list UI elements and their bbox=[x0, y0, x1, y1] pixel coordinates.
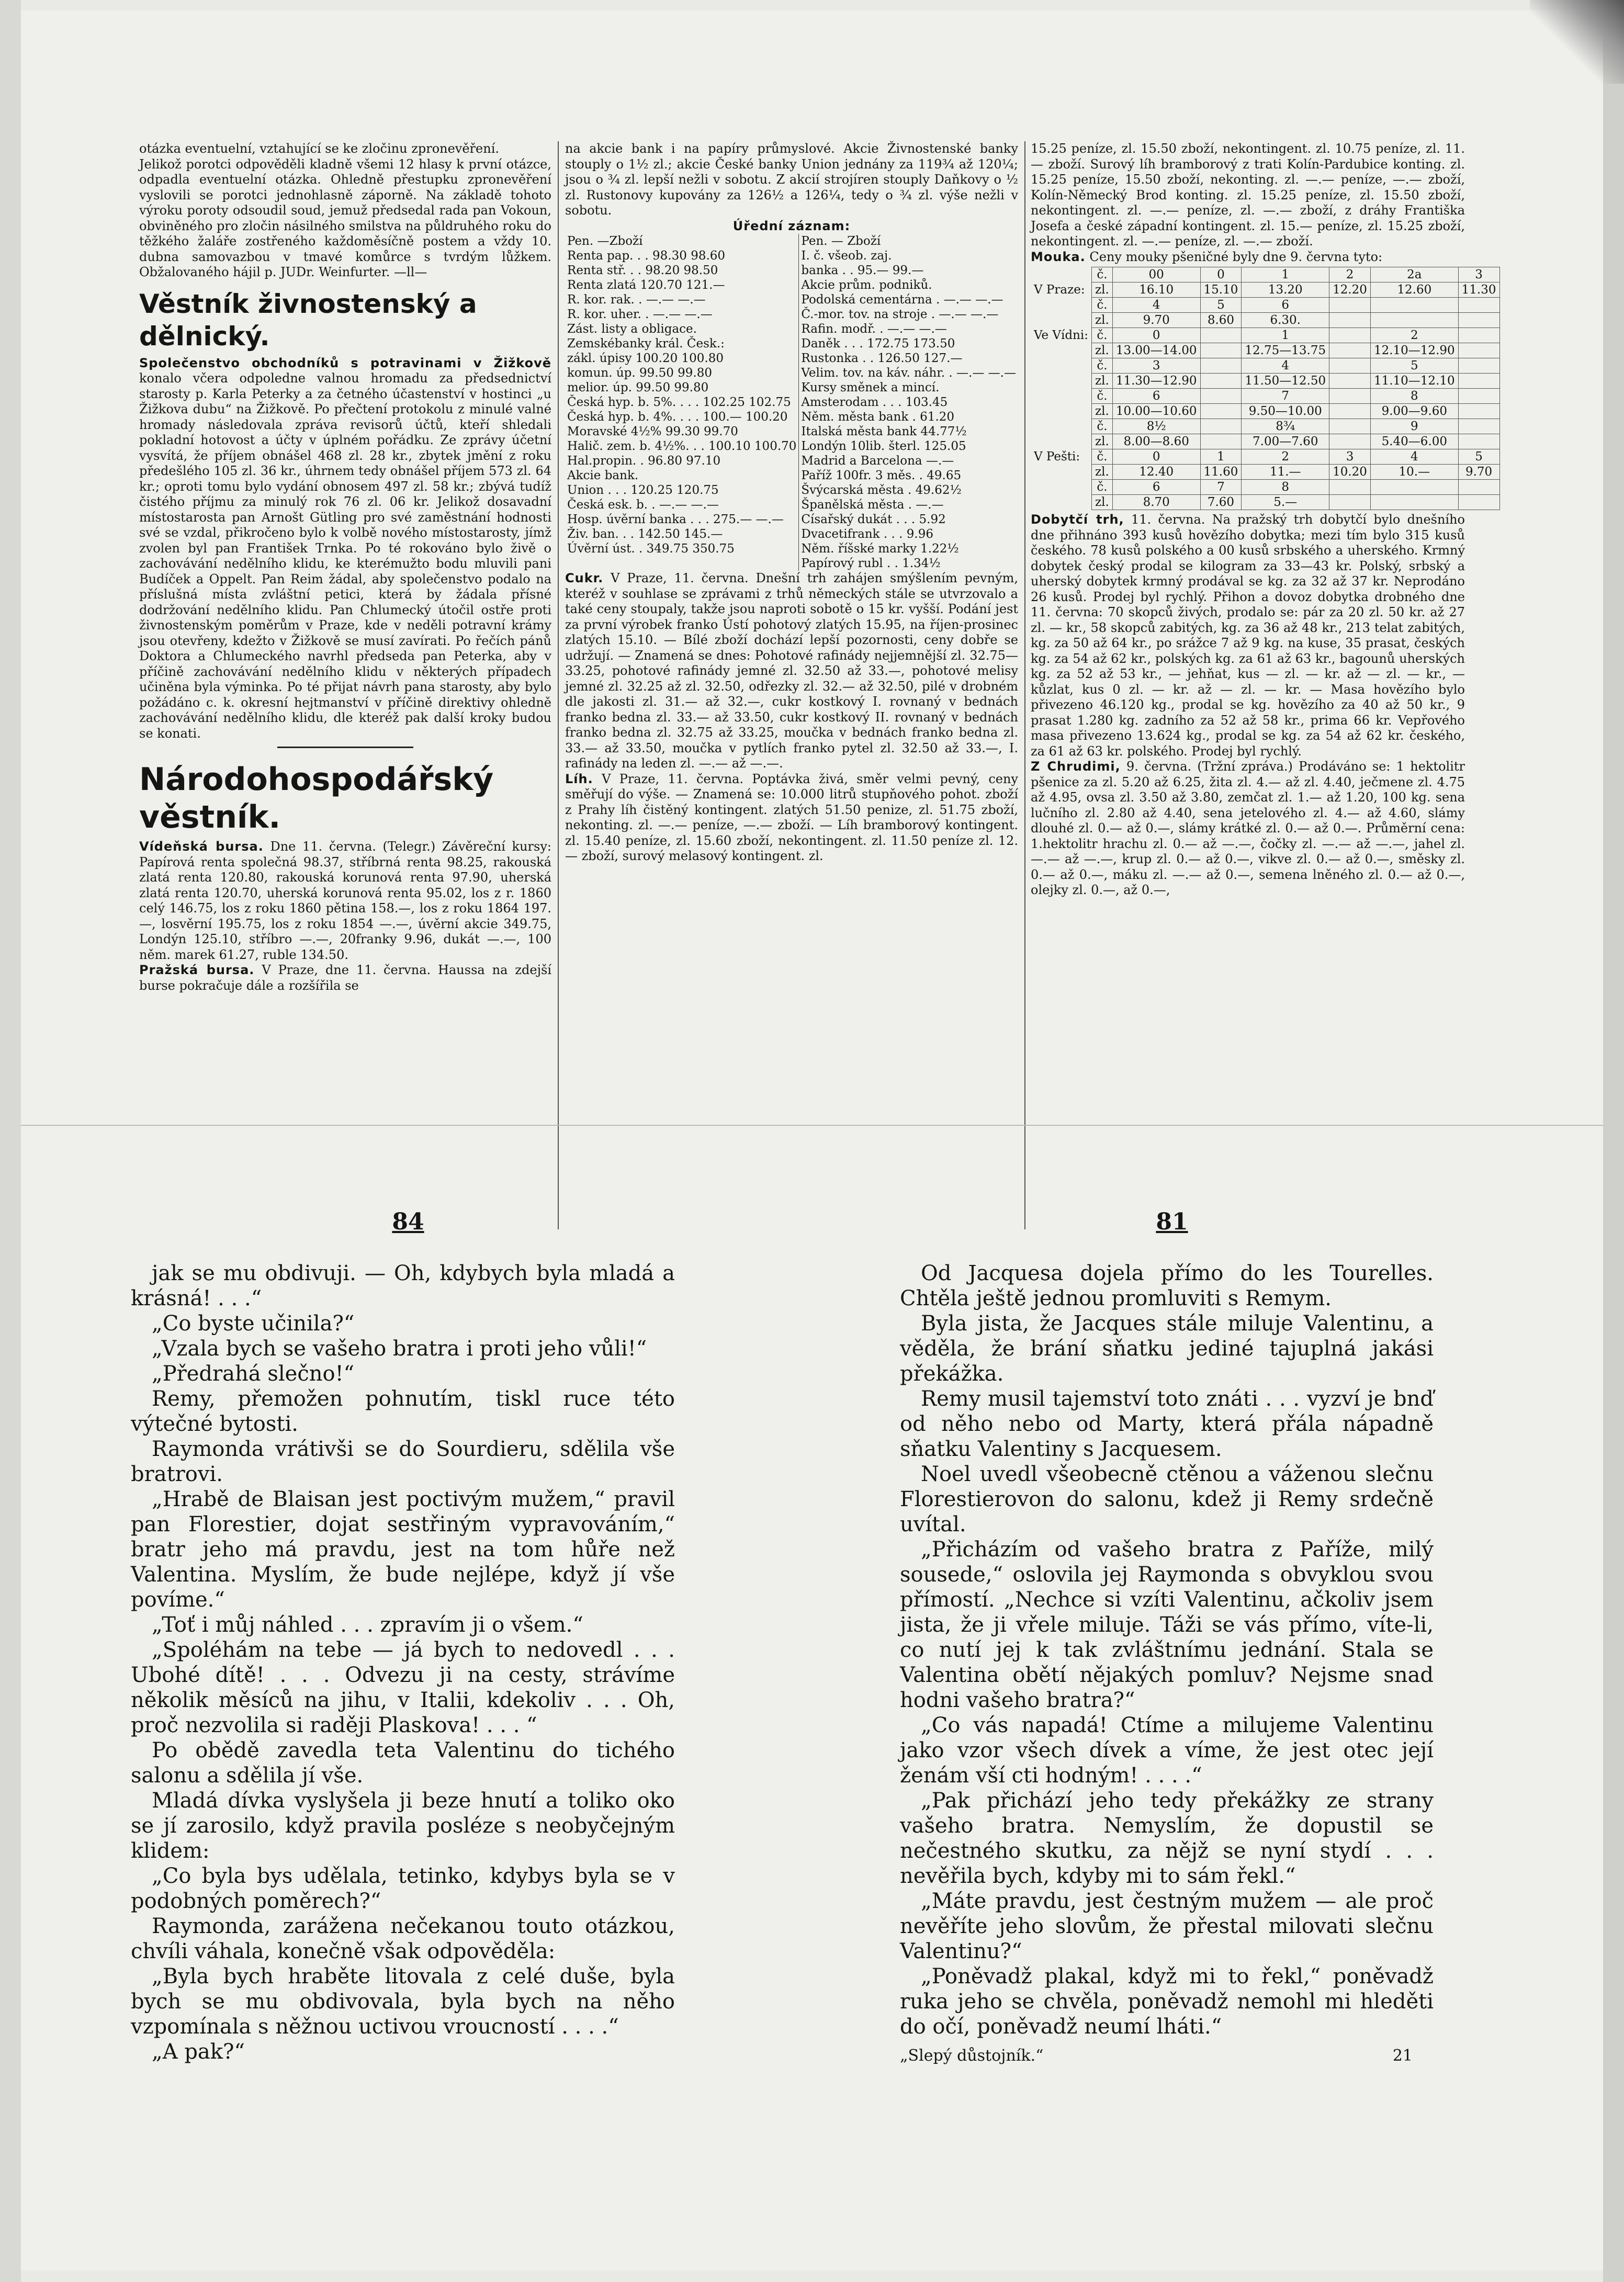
novel-paragraph: „Toť i můj náhled . . . zpravím ji o všem.“ bbox=[152, 1613, 583, 1637]
city-label bbox=[1031, 480, 1092, 495]
table-cell: Česká hyp. b. 4%. . . . 100.— 100.20 bbox=[565, 410, 799, 424]
table-header-cell: 2a bbox=[1370, 267, 1458, 283]
bourse-table bbox=[565, 234, 1018, 571]
table-cell: 9.70 bbox=[1112, 313, 1200, 328]
separator bbox=[277, 747, 413, 748]
paragraph: Líh. V Praze, 11. června. Poptávka živá, směr velmi pevný, ceny směřují do výše. — Znamená se: 10.000 litrů stupňového pohot. zboží z Prahy líh čistěný kontingent. zlatých 51.50 penize, zl. 51.75 zboží, nekonting. zl. —.— peníze, —.— zboží. — Líh bramborový kontingent. zl. 15.40 peníze, zl. 15.60 zboží, nekontingent. zl. 11.50 peníze zl. 12.— zboží, surový melasový kontingent. zl. bbox=[565, 771, 1018, 863]
table-row bbox=[565, 248, 1018, 263]
table-row bbox=[565, 322, 1018, 336]
paragraph: Společenstvo obchodníků s potravinami v Žižkově konalo včera odpoledne valnou hromadu za předsednictví starosty p. Karla Peterky a za četného účastenství v hostinci „u Žižkova dubu“ na Žižkově. Po přečtení protokolu z minulé valné hromady následovala zpráva revisorů účtů, kteří shledali pokladní hotovost a účty v úplném pořádku. Ze zprávy účetní vysvítá, že příjem obnášel 468 zl. 28 kr., zbytek jmění z roku předešlého 105 zl. 36 kr., úhrnem tedy obnášel příjem 573 zl. 64 kr.; oproti tomu bylo vydání obnosem 497 zl. 58 kr.; zbývá tudíž čistého příjmu za minulý rok 76 zl. 06 kr. Jelikož dosavadní místostarosta pan Arnošt Gütling pro své zaměstnání hodnosti své se vzdal, přikročeno bylo k volbě nového místostarosty, jímž zvolen byl pan František Trnka. Po té rokováno bylo živě o zachovávání nedělního klidu, ke kterémužto bodu mluvili pani Budíček a Oppelt. Pan Reim žádal, aby společenstvo podalo na příslušná místa zvláštní petici, která by žádala přísné dodržování nedělního klidu. Pan Chlumecký útočil ostře proti živnostenským poměrům v Praze, kde v neděli potravní krámy jsou otevřeny, kdežto v Žižkově se musí zavírati. Po řečích pánů Doktora a Chlumeckého navrhl předseda pan Peterka, aby v příčině zachovávání nedělního klidu v některých případech učiněna byla výminka. Po té přijat návrh pana starosty, aby bylo požádáno c. k. okresní hejtmanství v příčině direktivy ohledně zachovávání nedělního klidu, dle kteréž pak další kroky budou se konati. bbox=[139, 355, 551, 741]
table-row bbox=[565, 468, 1018, 483]
table-cell bbox=[1200, 328, 1242, 343]
novel-paragraph: Raymonda vrátivši se do Sourdieru, sdělila vše bratrovi. bbox=[131, 1437, 675, 1486]
table-title: Úřední záznam: bbox=[732, 218, 851, 233]
novel-paragraph: Po obědě zavedla teta Valentinu do tichého salonu a sdělila jí vše. bbox=[131, 1738, 675, 1788]
table-cell bbox=[1458, 404, 1499, 419]
novel-paragraph: „Spoléhám na tebe — já bych to nedovedl . . . Ubohé dítě! . . . Odvezu ji na cesty, strávíme několik měsíců na jihu, v Italii, kdekoliv . . . Oh, proč nezvolila si raději Plaskova! . . . “ bbox=[131, 1638, 675, 1737]
table-cell bbox=[1329, 480, 1371, 495]
table-cell: 4 bbox=[1370, 449, 1458, 465]
table-cell: 11.10—12.10 bbox=[1370, 374, 1458, 389]
table-cell: 12.40 bbox=[1112, 465, 1200, 480]
table-row bbox=[565, 512, 1018, 527]
table-cell: 8.70 bbox=[1112, 495, 1200, 510]
table-row bbox=[565, 410, 1018, 424]
paragraph: 15.25 peníze, zl. 15.50 zboží, nekontingent. zl. 10.75 peníze, zl. 11.— zboží. Surový líh bramborový z trati Kolín-Pardubice konting. zl. 15.25 peníze, 15.50 zboží, nekonting. zl. —.— peníze, —.— zboží, Kolín-Německý Brod konting. zl. 15.25 peníze, zl. 15.50 zboží, nekontingent. zl. —.— peníze, zl. —.— zboží, z dráhy Františka Josefa a české západní kontingent. zl. 15.— peníze, zl. 15.25 zboží, nekontingent. zl. —.— peníze, zl. —.— zboží. bbox=[1031, 141, 1465, 248]
novel-paragraph: „Vzala bych se vašeho bratra i proti jeho vůli!“ bbox=[152, 1337, 647, 1361]
table-cell bbox=[565, 556, 799, 571]
table-row bbox=[1031, 465, 1499, 480]
paragraph: Vídeňská bursa. Dne 11. června. (Telegr.) Závěreční kursy: Papírová renta společná 98.37, stříbrná renta 98.25, rakouská zlatá renta 120.80, rakouská korunová renta 97.90, uherská zlatá renta 120.70, uherská korunová renta 95.02, los z r. 1860 celý 146.75, los z roku 1860 pětina 158.—, los z roku 1864 197.—, losvěrní 195.75, los z roku 1854 —.—, úvěrní akcie 349.75, Londýn 125.10, stříbro —.—, 20franky 9.96, dukát —.—, 100 něm. marek 61.27, ruble 134.50. bbox=[139, 839, 551, 962]
table-cell bbox=[1329, 374, 1371, 389]
page-number: 81 bbox=[1156, 1208, 1188, 1235]
table-cell bbox=[1370, 495, 1458, 510]
table-cell: Daněk . . . 172.75 173.50 bbox=[801, 337, 955, 351]
table-cell: 5.40—6.00 bbox=[1370, 434, 1458, 449]
table-cell bbox=[1370, 313, 1458, 328]
table-header-cell: č. bbox=[1092, 267, 1113, 283]
column-rule bbox=[558, 141, 559, 1229]
paragraph-lead: Z Chrudimi, bbox=[1031, 759, 1121, 774]
novel-paragraph: „Byla bych hraběte litovala z celé duše, byla bych se mu obdivovala, byla bych na něho vzpomínala s něžnou uctivou vroucností . . . .“ bbox=[131, 1964, 675, 2039]
city-label bbox=[1031, 419, 1092, 434]
middle-column bbox=[565, 141, 1018, 1240]
footer-title: „Slepý důstojník.“ bbox=[900, 2047, 1044, 2065]
table-row bbox=[565, 351, 1018, 366]
table-cell: Akcie prům. podniků. bbox=[801, 278, 932, 292]
table-cell: zl. bbox=[1092, 283, 1113, 298]
table-cell: 4 bbox=[1112, 298, 1200, 313]
table-cell: Moravské 4½% 99.30 99.70 bbox=[565, 424, 799, 439]
table-cell bbox=[1458, 434, 1499, 449]
table-cell: I. č. všeob. zaj. bbox=[801, 249, 892, 263]
table-cell bbox=[1329, 343, 1371, 358]
table-cell: 9.50—10.00 bbox=[1242, 404, 1329, 419]
table-cell: Česká esk. b. . —.— —.— bbox=[565, 498, 799, 512]
table-cell bbox=[1458, 298, 1499, 313]
table-cell bbox=[1200, 343, 1242, 358]
paragraph: Dobytčí trh, 11. června. Na pražský trh dobytčí bylo dnešního dne přihnáno 393 kusů hovězího dobytka; mezi tím bylo 315 kusů českého. 78 kusů polského a 00 kusů srbského a uherského. Krmný dobytek český prodal se kilogram za 33—43 kr. Polský, srbský a uherský dobytek krmný prodával se kg. za 32 až 37 kr. Neprodáno 26 kusů. Prodej byl rychlý. Přihon a dovoz dobytka drobného dne 11. června: 70 skopců živých, prodalo se: pár za 20 zl. 50 kr. až 27 zl. — kr., 58 skopců zabitých, kg. za 36 až 48 kr., 213 telat zabitých, kg. za 50 až 64 kr., po srážce 7 až 9 kg. na kuse, 35 prasat, českých kg. za 54 až 62 kr., polských kg. za 61 až 63 kr., bagounů uherských kg. za 52 až 53 kr., — jehňat, kus — zl. — kr. až — zl. — kr., — kůzlat, kus 0 zl. — kr. až — zl. — kr. — Masa hovězího bylo přivezeno 46.120 kg., prodal se kg. hovězího za 40 až 50 kr., 9 prasat 1.280 kg. zadního za 52 až 58 kr., prima 66 kr. Vepřového masa přivezeno 13.624 kg., prodal se kg. za 54 až 62 kr. českého, za 61 až 63 kr. polského. Prodej byl rychlý. bbox=[1031, 512, 1465, 759]
novel-left-column bbox=[131, 1261, 675, 2064]
table-cell bbox=[1031, 267, 1092, 283]
table-cell bbox=[1458, 480, 1499, 495]
paragraph: Pražská bursa. V Praze, dne 11. června. Haussa na zdejší burse pokračuje dále a rozšířila se bbox=[139, 963, 551, 993]
table-row bbox=[1031, 449, 1499, 465]
table-cell: 10.20 bbox=[1329, 465, 1371, 480]
table-cell: 5 bbox=[1458, 449, 1499, 465]
section-heading: Národohospodářský věstník. bbox=[139, 761, 494, 835]
table-cell: 4 bbox=[1242, 358, 1329, 374]
table-row bbox=[565, 395, 1018, 410]
table-cell: 11.30—12.90 bbox=[1112, 374, 1200, 389]
table-cell: Italská města bank 44.77½ bbox=[801, 425, 967, 438]
table-cell bbox=[1200, 389, 1242, 404]
table-cell: Něm. říšské marky 1.22½ bbox=[801, 542, 959, 556]
table-cell bbox=[1329, 328, 1371, 343]
table-cell: Rustonka . . 126.50 127.— bbox=[801, 352, 963, 365]
table-cell: zl. bbox=[1092, 313, 1113, 328]
table-row bbox=[565, 292, 1018, 307]
table-cell: Kursy směnek a mincí. bbox=[801, 381, 940, 394]
table-cell: 7 bbox=[1200, 480, 1242, 495]
table-row bbox=[1031, 283, 1499, 298]
table-cell bbox=[1458, 374, 1499, 389]
table-row bbox=[1031, 480, 1499, 495]
city-label bbox=[1031, 495, 1092, 510]
table-row bbox=[1031, 419, 1499, 434]
table-cell: R. kor. uher. . —.— —.— bbox=[565, 307, 799, 322]
table-cell bbox=[1200, 419, 1242, 434]
table-cell: Česká hyp. b. 5%. . . . 102.25 102.75 bbox=[565, 395, 799, 410]
paragraph-lead: Mouka. bbox=[1031, 249, 1086, 264]
table-cell bbox=[1370, 298, 1458, 313]
table-cell: Dvacetifrank . . . 9.96 bbox=[801, 527, 934, 541]
table-cell: melior. úp. 99.50 99.80 bbox=[565, 380, 799, 395]
table-cell: Renta stř. . . 98.20 98.50 bbox=[565, 263, 799, 278]
novel-paragraph: „Co byste učinila?“ bbox=[152, 1312, 355, 1336]
table-cell: Hal.propin. . 96.80 97.10 bbox=[565, 454, 799, 468]
table-cell bbox=[1200, 358, 1242, 374]
table-row bbox=[1031, 495, 1499, 510]
table-cell: Španělská města . —.— bbox=[801, 498, 944, 512]
table-cell bbox=[1329, 495, 1371, 510]
paragraph: Cukr. V Praze, 11. června. Dnešní trh zahájen smýšlením pevným, kteréž v souhlase se zprávami z trhů německých stále se utvrzovalo a také ceny stoupaly, takže jsou naproti sobotě o 15 kr. vyšší. Podání jest za první výrobek franko Ústí pohotový zlatých 15.95, na říjen-prosinec zlatých 15.10. — Bílé zboží dochází lepší pozornosti, ceny dobře se udržují. — Znamená se dnes: Pohotové rafinády nejjemnější zl. 32.75—33.25, pohotové rafinády jemné zl. 32.50 až 33.—, pohotové melisy jemné zl. 32.25 až zl. 32.50, odřezky zl. 32.— až 32.50, pilé v drobném dle jakosti zl. 31.— až 32.—, cukr kostkový I. rovnaný v bednách franko bedna zl. 33.— až 33.50, cukr kostkový II. rovnaný v bednách franko bedna zl. 32.75 až 33.25, moučka v bednách franko bedna zl. 33.— až 33.50, moučka v pytlích franko pytel zl. 32.50 až 33.—, I. rafinády na leden zl. —.— až —.—. bbox=[565, 571, 1018, 771]
table-cell: Papírový rubl . . 1.34½ bbox=[801, 557, 941, 570]
table-row bbox=[565, 380, 1018, 395]
city-label: Ve Vídni: bbox=[1034, 329, 1089, 342]
table-cell: Zemskébanky král. Česk.: bbox=[565, 336, 799, 351]
table-row bbox=[1031, 328, 1499, 343]
paragraph: Jelikož porotci odpověděli kladně všemi 12 hlasy k první otázce, odpadla eventuelní otázka. Ohledně přestupku zpronevěření vyslovili se porotci jednohlasně záporně. Na základě tohoto výroku poroty odsoudil soud, jemuž předsedal rada pan Vokoun, obviněného pro zločin násilného smilstva na půldruhého roku do těžkého žaláře zostřeného každoměsíčně postem a vždy 10. dubna samovazbou v tmavé komůrce s tvrdým lůžkem. Obžalovaného hájil p. JUDr. Weinfurter. —ll— bbox=[139, 156, 551, 279]
table-cell bbox=[1370, 480, 1458, 495]
paragraph-lead: Cukr. bbox=[565, 571, 604, 585]
city-label: V Pešti: bbox=[1034, 450, 1080, 464]
table-cell: 5.— bbox=[1242, 495, 1329, 510]
table-cell: 8 bbox=[1370, 389, 1458, 404]
table-cell: 11.30 bbox=[1458, 283, 1499, 298]
table-cell: 7.60 bbox=[1200, 495, 1242, 510]
table-row bbox=[565, 263, 1018, 278]
section-heading: Věstník živnostenský a dělnický. bbox=[139, 288, 477, 352]
table-cell bbox=[1329, 298, 1371, 313]
table-cell bbox=[1329, 389, 1371, 404]
paragraph-lead: Vídeňská bursa. bbox=[139, 839, 264, 854]
table-cell: Madrid a Barcelona —.— bbox=[801, 454, 954, 468]
right-column bbox=[1031, 141, 1496, 1240]
table-cell: č. bbox=[1092, 328, 1113, 343]
table-cell bbox=[1200, 434, 1242, 449]
table-cell: Švýcarská města . 49.62½ bbox=[801, 483, 962, 497]
novel-paragraph: Remy, přemožen pohnutím, tiskl ruce této výtečné bytosti. bbox=[131, 1387, 675, 1436]
novel-paragraph: jak se mu obdivuji. — Oh, kdybych byla mladá a krásná! . . .“ bbox=[131, 1261, 675, 1311]
left-column bbox=[139, 141, 551, 1240]
table-cell: Podolská cementárna . —.— —.— bbox=[801, 293, 1003, 307]
novel-paragraph: Mladá dívka vyslyšela ji beze hnutí a toliko oko se jí zarosilo, když pravila posléze s neobyčejným klidem: bbox=[131, 1789, 675, 1863]
page-corner-shadow bbox=[1530, 0, 1624, 84]
table-cell: 1 bbox=[1200, 449, 1242, 465]
table-cell: 12.10—12.90 bbox=[1370, 343, 1458, 358]
table-cell: zl. bbox=[1092, 404, 1113, 419]
city-label bbox=[1031, 434, 1092, 449]
table-row bbox=[565, 424, 1018, 439]
paragraph: Mouka. Ceny mouky pšeničné byly dne 9. června tyto: bbox=[1031, 249, 1383, 264]
footer-number: 21 bbox=[1392, 2047, 1413, 2065]
table-cell bbox=[1200, 374, 1242, 389]
novel-right-column bbox=[900, 1261, 1434, 2069]
city-label bbox=[1031, 313, 1092, 328]
novel-paragraph: Noel uvedl všeobecně ctěnou a váženou slečnu Florestierovon do salonu, kdež ji Remy srdečně uvítal. bbox=[900, 1462, 1434, 1537]
table-cell: Amsterodam . . . 103.45 bbox=[801, 396, 948, 409]
novel-paragraph: „Pak přichází jeho tedy překážky ze strany vašeho bratra. Nemyslím, že dopustil se nečestného skutku, za nějž se nyní stydí . . . nevěřila bych, kdyby mi to sám řekl.“ bbox=[900, 1789, 1434, 1888]
table-cell: 7 bbox=[1242, 389, 1329, 404]
table-row bbox=[1031, 358, 1499, 374]
table-cell: zl. bbox=[1092, 495, 1113, 510]
table-cell: 2 bbox=[1370, 328, 1458, 343]
scan-edge-left bbox=[0, 0, 21, 2282]
table-cell bbox=[1329, 358, 1371, 374]
novel-paragraph: „Hrabě de Blaisan jest poctivým mužem,“ pravil pan Florestier, dojat sestřiným vypravováním,“ bratr jeho má pravdu, jest na tom hůře než Valentina. Myslím, že bude nejlépe, když jí vše povíme.“ bbox=[131, 1487, 675, 1612]
novel-paragraph: „Co byla bys udělala, tetinko, kdybys byla se v podobných poměrech?“ bbox=[131, 1864, 675, 1913]
city-label bbox=[1031, 389, 1092, 404]
table-cell: 0 bbox=[1112, 328, 1200, 343]
novel-paragraph: Od Jacquesa dojela přímo do les Tourelles. Chtěla ještě jednou promluviti s Remym. bbox=[900, 1261, 1434, 1311]
table-cell: Zást. listy a obligace. bbox=[565, 322, 799, 336]
table-cell: Halič. zem. b. 4½%. . . 100.10 100.70 bbox=[565, 439, 799, 454]
table-cell: 6 bbox=[1112, 389, 1200, 404]
table-cell: 10.— bbox=[1370, 465, 1458, 480]
table-cell: Velim. tov. na káv. náhr. . —.— —.— bbox=[801, 366, 1016, 380]
novel-paragraph: „Máte pravdu, jest čestným mužem — ale proč nevěříte jeho slovům, že přestal milovati slečnu Valentinu?“ bbox=[900, 1889, 1434, 1963]
table-header-cell: Pen. — Zboží bbox=[801, 234, 881, 248]
table-cell: zl. bbox=[1092, 465, 1113, 480]
table-cell: Londýn 10lib. šterl. 125.05 bbox=[801, 439, 966, 453]
table-row bbox=[565, 556, 1018, 571]
table-cell: č. bbox=[1092, 419, 1113, 434]
paragraph: na akcie bank i na papíry průmyslové. Akcie Živnostenské banky stouply o 1½ zl.; akcie České banky Union jednány za 119¾ až 120¼; jsou o ¾ zl. lepší nežli v sobotu. Z akcií strojíren stouply Daňkovy o ½ zl. Rustonovy kupovány za 126½ a 126¼, tedy o ¾ zl. výše nežli v sobotu. bbox=[565, 141, 1018, 218]
table-cell: č. bbox=[1092, 358, 1113, 374]
table-cell: 6 bbox=[1112, 480, 1200, 495]
table-cell: Živ. ban. . . 142.50 145.— bbox=[565, 527, 799, 541]
table-cell: č. bbox=[1092, 389, 1113, 404]
paragraph-lead: Líh. bbox=[565, 771, 593, 786]
table-cell: 8½ bbox=[1112, 419, 1200, 434]
table-cell: Něm. města bank . 61.20 bbox=[801, 410, 955, 424]
table-cell: 5 bbox=[1200, 298, 1242, 313]
table-row bbox=[565, 366, 1018, 380]
table-cell: 8 bbox=[1242, 480, 1329, 495]
table-cell: 6.30. bbox=[1242, 313, 1329, 328]
table-cell: Renta zlatá 120.70 121.— bbox=[565, 278, 799, 292]
table-cell: R. kor. rak. . —.— —.— bbox=[565, 292, 799, 307]
table-row bbox=[565, 541, 1018, 556]
novel-paragraph: „Co vás napadá! Ctíme a milujeme Valentinu jako vzor všech dívek a víme, že jest otec její ženám vší cti hodným! . . . .“ bbox=[900, 1713, 1434, 1788]
table-cell: Union . . . 120.25 120.75 bbox=[565, 483, 799, 498]
table-row bbox=[1031, 313, 1499, 328]
table-cell: 8.00—8.60 bbox=[1112, 434, 1200, 449]
table-cell: 12.20 bbox=[1329, 283, 1371, 298]
table-cell: 13.00—14.00 bbox=[1112, 343, 1200, 358]
table-cell: 9.00—9.60 bbox=[1370, 404, 1458, 419]
table-cell: 11.50—12.50 bbox=[1242, 374, 1329, 389]
novel-paragraph: „A pak?“ bbox=[152, 2040, 245, 2064]
table-cell: 2 bbox=[1242, 449, 1329, 465]
table-cell bbox=[1458, 358, 1499, 374]
table-cell: Č.-mor. tov. na stroje . —.— —.— bbox=[801, 308, 999, 321]
table-cell: zl. bbox=[1092, 343, 1113, 358]
table-cell: č. bbox=[1092, 480, 1113, 495]
table-cell bbox=[1458, 328, 1499, 343]
novel-paragraph: „Přicházím od vašeho bratra z Paříže, milý sousede,“ oslovila jej Raymonda s obvyklou svou přímostí. „Nechce si vzíti Valentinu, ačkoliv jsem jista, že ji vřele miluje. Táži se vás přímo, víte-li, co nutí jej k tak zvláštnímu jednání. Stala se Valentina obětí nějakých pomluv? Nejsme snad hodni vašeho bratra?“ bbox=[900, 1538, 1434, 1712]
table-row bbox=[1031, 343, 1499, 358]
table-cell: č. bbox=[1092, 298, 1113, 313]
scan-edge-right bbox=[1603, 0, 1624, 2282]
table-header-cell: 3 bbox=[1458, 267, 1499, 283]
table-cell: 1 bbox=[1242, 328, 1329, 343]
table-row bbox=[565, 336, 1018, 351]
table-cell: 3 bbox=[1329, 449, 1371, 465]
table-header-cell: 1 bbox=[1242, 267, 1329, 283]
table-cell: 5 bbox=[1370, 358, 1458, 374]
table-cell: zl. bbox=[1092, 434, 1113, 449]
table-header-cell: 0 bbox=[1200, 267, 1242, 283]
table-row bbox=[565, 307, 1018, 322]
city-label bbox=[1031, 358, 1092, 374]
table-cell bbox=[1458, 389, 1499, 404]
table-cell: 16.10 bbox=[1112, 283, 1200, 298]
table-row bbox=[1031, 404, 1499, 419]
table-row bbox=[565, 483, 1018, 498]
table-cell: 13.20 bbox=[1242, 283, 1329, 298]
table-cell: zl. bbox=[1092, 374, 1113, 389]
table-cell bbox=[1458, 343, 1499, 358]
table-header-cell: 2 bbox=[1329, 267, 1371, 283]
table-cell bbox=[1458, 419, 1499, 434]
table-cell: č. bbox=[1092, 449, 1113, 465]
table-cell: 8¾ bbox=[1242, 419, 1329, 434]
city-label bbox=[1031, 298, 1092, 313]
novel-paragraph: Byla jista, že Jacques stále miluje Valentinu, a věděla, že brání sňatku jediné tajuplná jakási překážka. bbox=[900, 1312, 1434, 1386]
table-header-cell: 00 bbox=[1112, 267, 1200, 283]
table-header-row bbox=[1031, 267, 1499, 283]
table-cell: Rafin. modř. . —.— —.— bbox=[801, 322, 947, 336]
table-cell bbox=[1329, 419, 1371, 434]
paragraph: Z Chrudimi, 9. června. (Tržní zpráva.) Prodáváno se: 1 hektolitr pšenice za zl. 5.20 až 6.25, žita zl. 4.— až zl. 4.40, ječmene zl. 4.75 až 4.95, ovsa zl. 3.50 až 3.80, zemčat zl. 1.— až 1.20, 100 kg. sena lučního zl. 2.80 až 4.40, sena jetelového zl. 4.— až 4.60, slámy dlouhé zl. 0.— až 0.—, slámy krátké zl. 0.— až 0.—. Průměrní cena: 1.hektolitr hrachu zl. 0.— až —.—, čočky zl. —.— až —.—, jahel zl. —.— až —.—, krup zl. 0.— až 0.—, vikve zl. 0.— až 0.—, směsky zl. 0.— až 0.—, máku zl. —.— až 0.—, semena lněného zl. 0.— až 0.—, olejky zl. 0.—, až 0.—, bbox=[1031, 759, 1465, 897]
page-fold-line bbox=[21, 1125, 1603, 1126]
table-row bbox=[565, 498, 1018, 512]
paragraph-lead: Dobytčí trh, bbox=[1031, 512, 1124, 527]
table-cell bbox=[1329, 404, 1371, 419]
table-cell bbox=[1329, 434, 1371, 449]
novel-paragraph: „Poněvadž plakal, když mi to řekl,“ poněvadž ruka jeho se chvěla, poněvadž nemohl mi hleděti do očí, poněvadž neumí lháti.“ bbox=[900, 1964, 1434, 2039]
city-label bbox=[1031, 343, 1092, 358]
city-label: V Praze: bbox=[1034, 283, 1085, 297]
table-cell: Hosp. úvěrní banka . . . 275.— —.— bbox=[565, 512, 799, 527]
table-cell bbox=[1458, 495, 1499, 510]
table-cell: 9.70 bbox=[1458, 465, 1499, 480]
table-row bbox=[1031, 434, 1499, 449]
table-cell: Akcie bank. bbox=[565, 468, 799, 483]
table-cell: 15.10 bbox=[1200, 283, 1242, 298]
table-header-cell: Pen. —Zboží bbox=[565, 234, 799, 248]
table-cell: Paříž 100fr. 3 měs. . 49.65 bbox=[801, 469, 962, 482]
paragraph: otázka eventuelní, vztahující se ke zločinu zpronevěření. bbox=[139, 141, 499, 156]
table-row bbox=[1031, 298, 1499, 313]
table-cell bbox=[1200, 404, 1242, 419]
table-cell bbox=[1329, 313, 1371, 328]
table-row bbox=[1031, 374, 1499, 389]
table-cell: 11.— bbox=[1242, 465, 1329, 480]
table-row bbox=[565, 439, 1018, 454]
novel-paragraph: Remy musil tajemství toto znáti . . . vyzví je bnď od něho nebo od Marty, která přála nápadně sňatku Valentiny s Jacquesem. bbox=[900, 1387, 1434, 1461]
table-row bbox=[565, 527, 1018, 541]
table-cell: Úvěrní úst. . 349.75 350.75 bbox=[565, 541, 799, 556]
table-cell bbox=[1458, 313, 1499, 328]
page-number: 84 bbox=[392, 1208, 424, 1235]
table-row bbox=[565, 454, 1018, 468]
column-rule bbox=[1024, 141, 1025, 1229]
table-cell: zákl. úpisy 100.20 100.80 bbox=[565, 351, 799, 366]
table-cell: 3 bbox=[1112, 358, 1200, 374]
city-label bbox=[1031, 374, 1092, 389]
table-cell: 0 bbox=[1112, 449, 1200, 465]
paragraph-lead: Pražská bursa. bbox=[139, 963, 255, 977]
table-header-row bbox=[565, 234, 1018, 248]
table-cell: Renta pap. . . 98.30 98.60 bbox=[565, 248, 799, 263]
table-cell: banka . . 95.— 99.— bbox=[801, 264, 924, 277]
table-cell: 10.00—10.60 bbox=[1112, 404, 1200, 419]
table-cell: 9 bbox=[1370, 419, 1458, 434]
table-cell: Císařský dukát . . . 5.92 bbox=[801, 513, 946, 526]
novel-paragraph: Raymonda, zarážena nečekanou touto otázkou, chvíli váhala, konečně však odpověděla: bbox=[131, 1914, 675, 1963]
table-cell: 12.75—13.75 bbox=[1242, 343, 1329, 358]
novel-footer bbox=[900, 2043, 1434, 2069]
flour-price-table bbox=[1031, 267, 1500, 510]
novel-paragraph: „Předrahá slečno!“ bbox=[152, 1362, 355, 1386]
table-cell: 6 bbox=[1242, 298, 1329, 313]
table-cell: 7.00—7.60 bbox=[1242, 434, 1329, 449]
table-cell: 12.60 bbox=[1370, 283, 1458, 298]
table-row bbox=[565, 278, 1018, 292]
table-cell: komun. úp. 99.50 99.80 bbox=[565, 366, 799, 380]
city-label bbox=[1031, 465, 1092, 480]
city-label bbox=[1031, 404, 1092, 419]
table-cell: 8.60 bbox=[1200, 313, 1242, 328]
table-cell: 11.60 bbox=[1200, 465, 1242, 480]
paragraph-lead: Společenstvo obchodníků s potravinami v Žižkově bbox=[139, 355, 551, 370]
table-row bbox=[1031, 389, 1499, 404]
